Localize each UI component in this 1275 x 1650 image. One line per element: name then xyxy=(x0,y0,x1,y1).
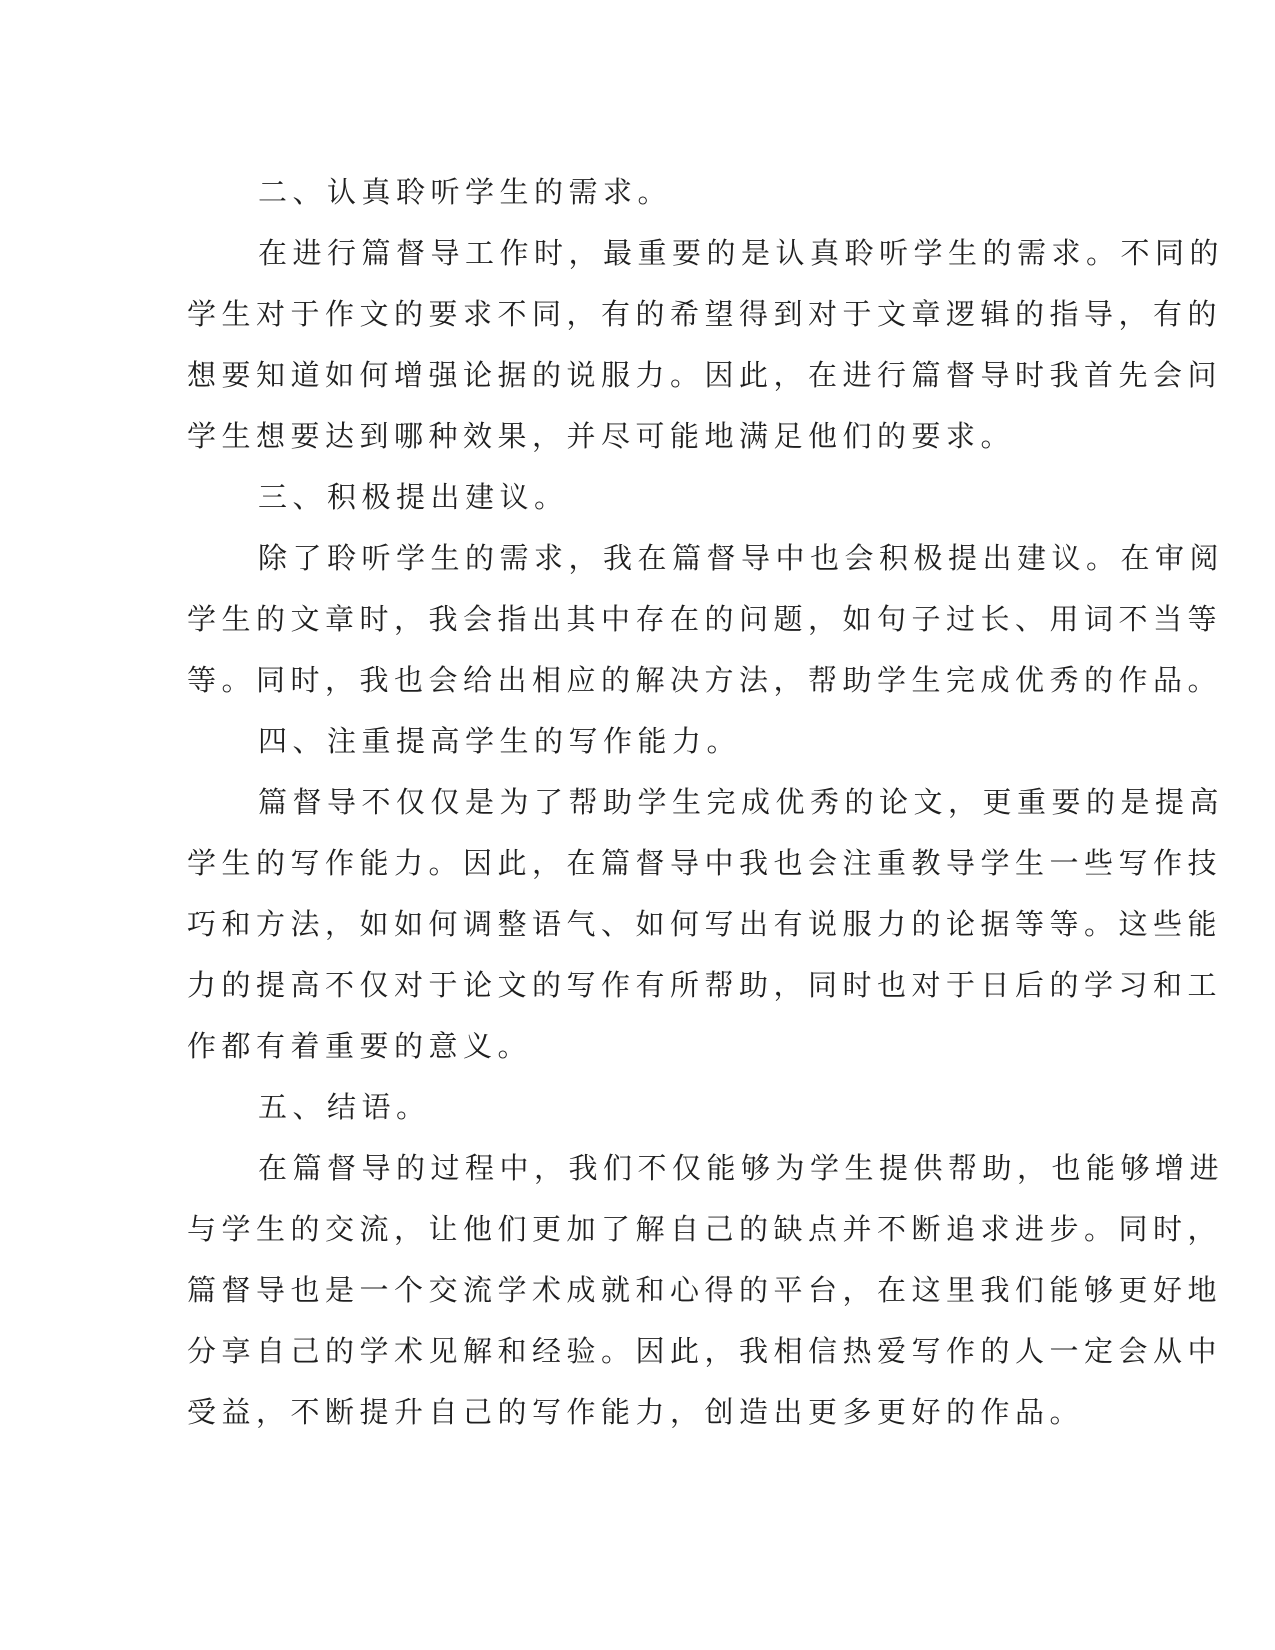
paragraph-line: 力的提高不仅对于论文的写作有所帮助，同时也对于日后的学习和工 xyxy=(187,968,1223,1002)
heading-writing-ability: 四、注重提高学生的写作能力。 xyxy=(258,724,742,758)
document-body xyxy=(187,162,1225,1443)
paragraph-line: 在进行篇督导工作时，最重要的是认真聆听学生的需求。不同的 xyxy=(258,236,1225,270)
paragraph-line: 与学生的交流，让他们更加了解自己的缺点并不断追求进步。同时， xyxy=(187,1212,1223,1246)
paragraph-line: 想要知道如何增强论据的说服力。因此，在进行篇督导时我首先会问 xyxy=(187,358,1223,392)
paragraph-line: 等。同时，我也会给出相应的解决方法，帮助学生完成优秀的作品。 xyxy=(187,663,1223,697)
paragraph-line: 学生想要达到哪种效果，并尽可能地满足他们的要求。 xyxy=(187,419,1016,453)
paragraph-line: 除了聆听学生的需求，我在篇督导中也会积极提出建议。在审阅 xyxy=(258,541,1225,575)
heading-suggestions: 三、积极提出建议。 xyxy=(258,480,569,514)
paragraph-line: 篇督导也是一个交流学术成就和心得的平台，在这里我们能够更好地 xyxy=(187,1273,1223,1307)
heading-listen-needs: 二、认真聆听学生的需求。 xyxy=(258,175,673,209)
paragraph-line: 巧和方法，如如何调整语气、如何写出有说服力的论据等等。这些能 xyxy=(187,907,1223,941)
paragraph-line: 在篇督导的过程中，我们不仅能够为学生提供帮助，也能够增进 xyxy=(258,1151,1225,1185)
heading-conclusion: 五、结语。 xyxy=(258,1090,431,1124)
paragraph-line: 学生的文章时，我会指出其中存在的问题，如句子过长、用词不当等 xyxy=(187,602,1223,636)
paragraph-line: 作都有着重要的意义。 xyxy=(187,1029,533,1063)
paragraph-line: 学生对于作文的要求不同，有的希望得到对于文章逻辑的指导，有的 xyxy=(187,297,1223,331)
paragraph-line: 分享自己的学术见解和经验。因此，我相信热爱写作的人一定会从中 xyxy=(187,1334,1223,1368)
paragraph-line: 学生的写作能力。因此，在篇督导中我也会注重教导学生一些写作技 xyxy=(187,846,1223,880)
paragraph-line: 受益，不断提升自己的写作能力，创造出更多更好的作品。 xyxy=(187,1395,1085,1429)
paragraph-line: 篇督导不仅仅是为了帮助学生完成优秀的论文，更重要的是提高 xyxy=(258,785,1225,819)
